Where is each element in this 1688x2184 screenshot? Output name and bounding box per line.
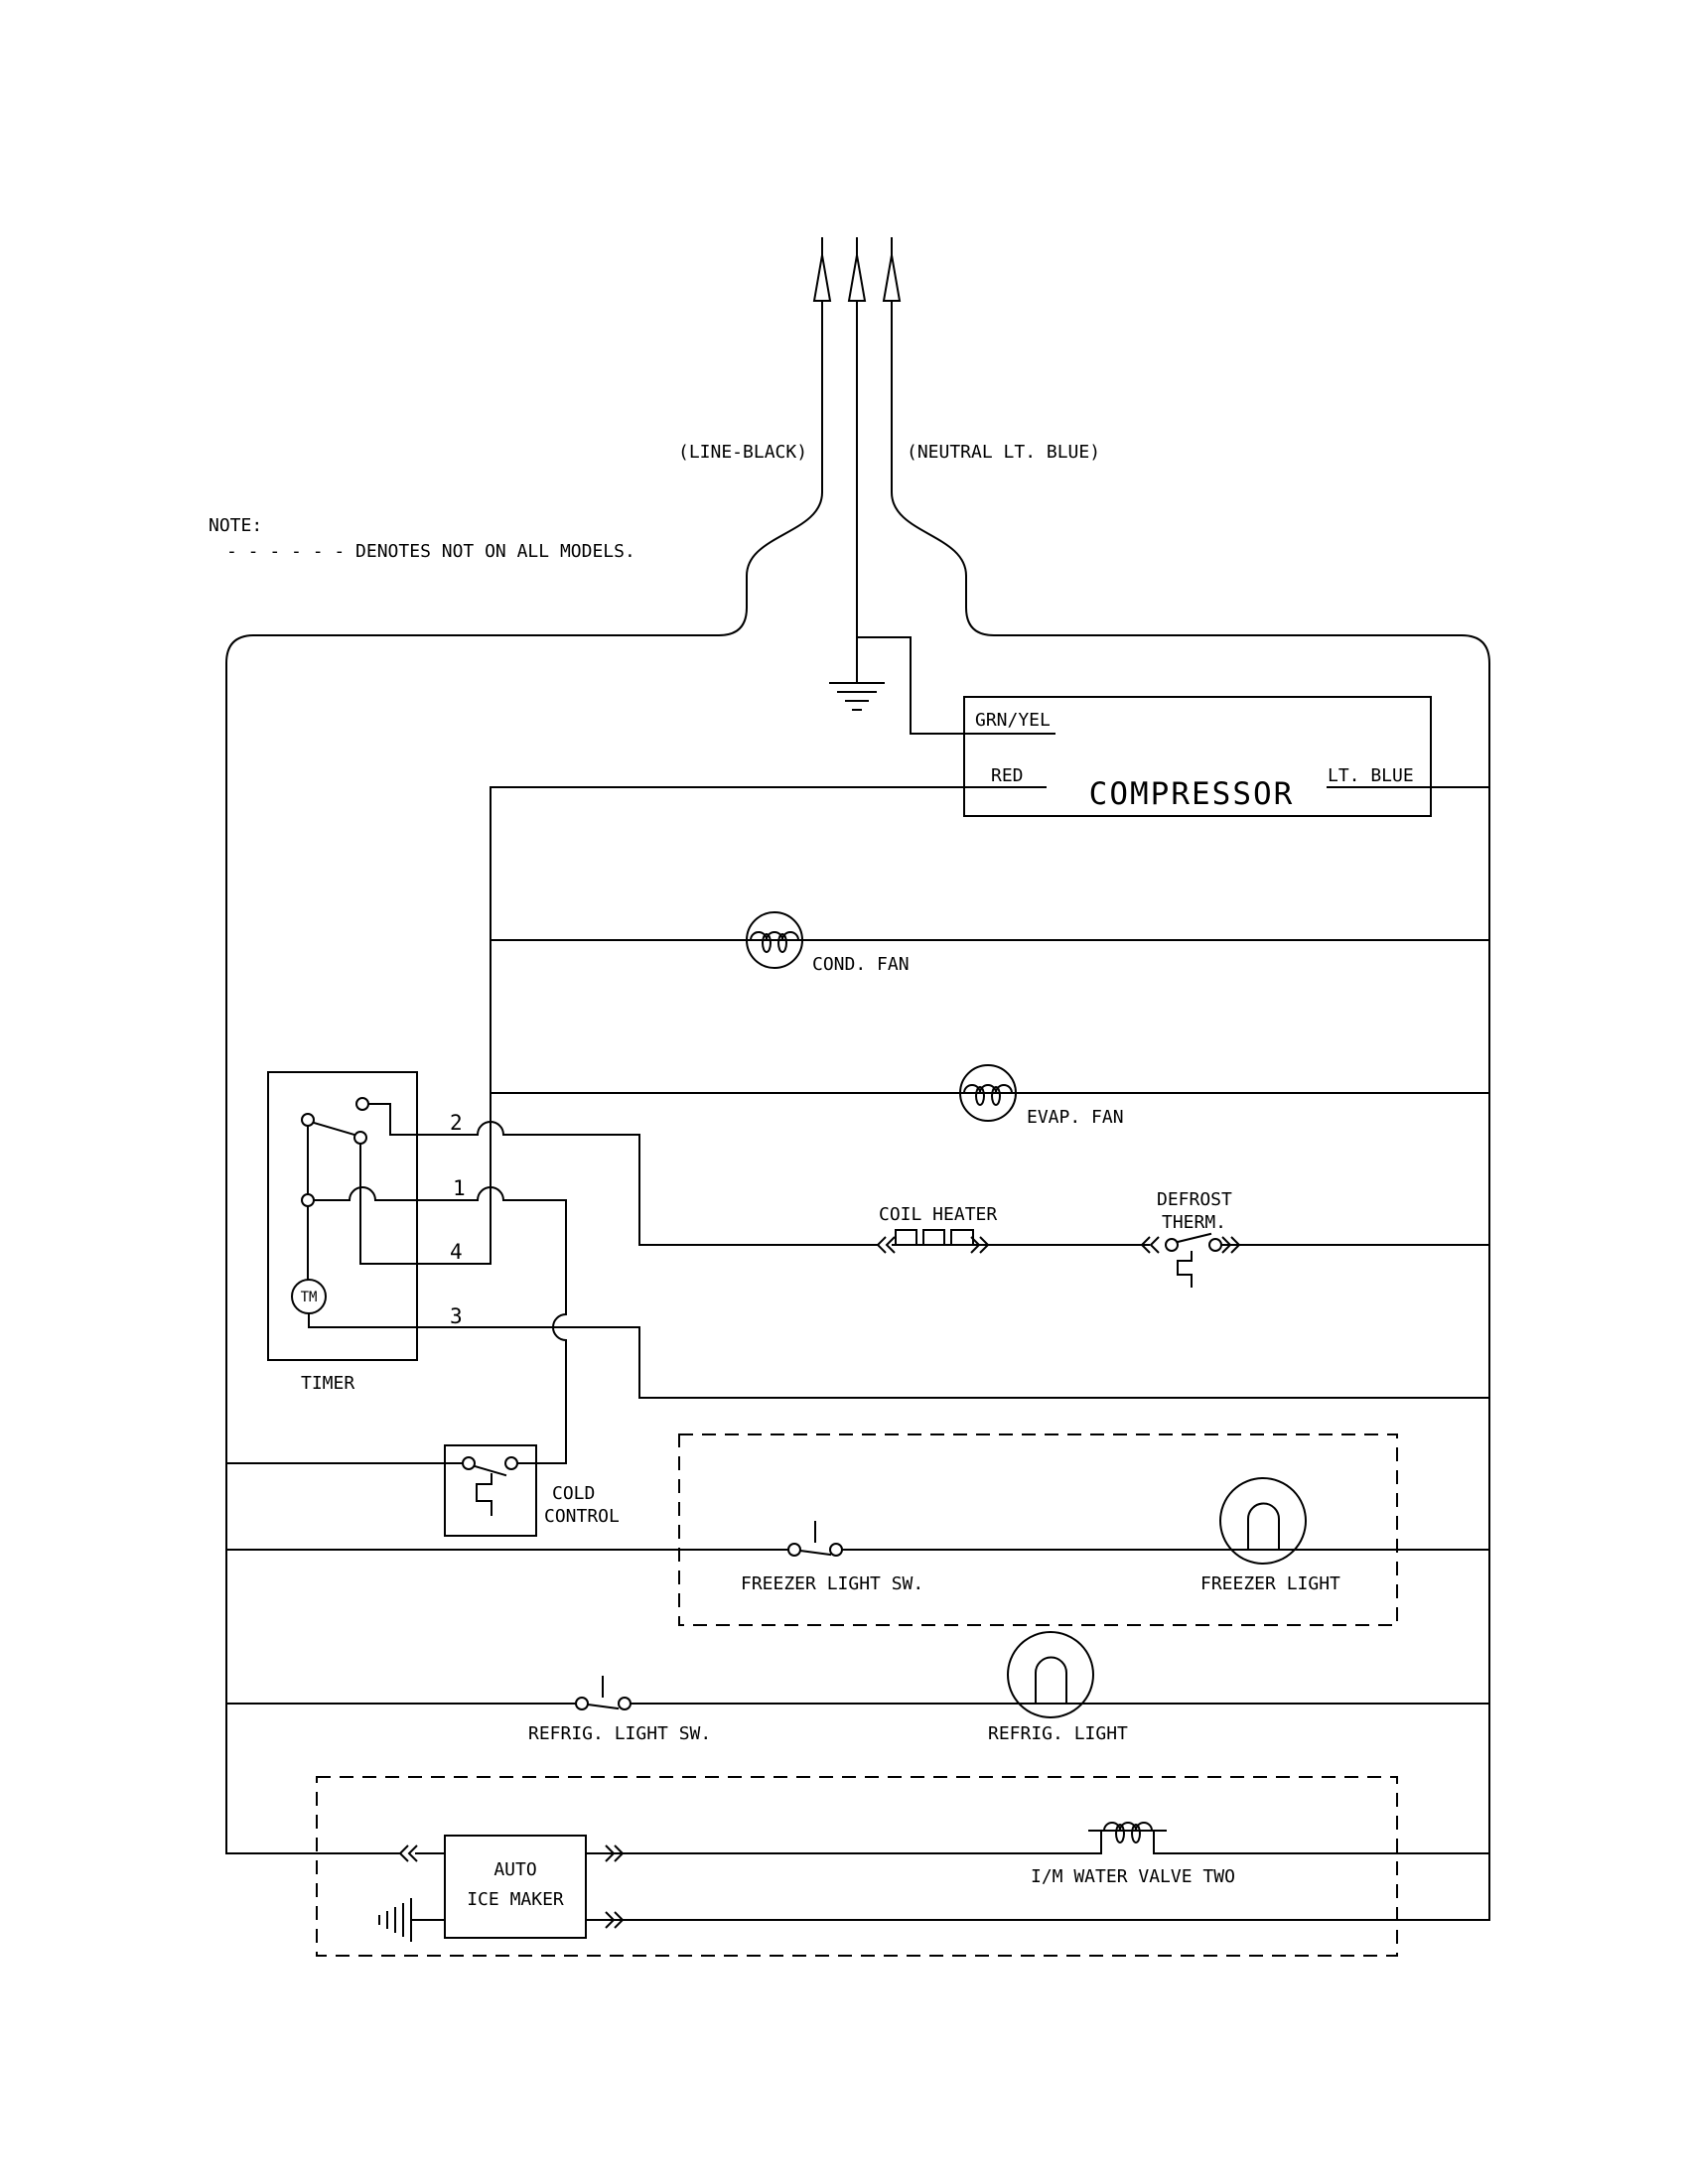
water-valve-label: I/M WATER VALVE TWO bbox=[1031, 1866, 1235, 1887]
coil-heater-rung-wire bbox=[639, 1230, 1149, 1253]
defrost-therm-label-line2: THERM. bbox=[1162, 1212, 1227, 1233]
freezer-light-label: FREEZER LIGHT bbox=[1200, 1573, 1340, 1594]
compressor-grn-yel-label: GRN/YEL bbox=[975, 710, 1051, 731]
earth-ground-icon bbox=[829, 683, 885, 710]
compressor-lt-blue-label: LT. BLUE bbox=[1328, 765, 1414, 786]
compressor-label: COMPRESSOR bbox=[1088, 776, 1295, 812]
line-black-bus-wire bbox=[226, 301, 822, 1853]
icemaker-label-line2: ICE MAKER bbox=[467, 1889, 564, 1910]
water-valve-coil-icon bbox=[1088, 1823, 1167, 1843]
timer-terminal-3-label: 3 bbox=[450, 1304, 463, 1328]
power-plug-arrows-icon bbox=[814, 238, 900, 301]
neutral-lt-blue-label: (NEUTRAL LT. BLUE) bbox=[907, 442, 1101, 463]
line-black-label: (LINE-BLACK) bbox=[678, 442, 808, 463]
note-body: - - - - - - DENOTES NOT ON ALL MODELS. bbox=[226, 541, 635, 562]
freezer-light-bulb-icon bbox=[1220, 1478, 1306, 1564]
refrig-light-switch-label: REFRIG. LIGHT SW. bbox=[528, 1723, 712, 1744]
evap-fan-label: EVAP. FAN bbox=[1027, 1107, 1124, 1128]
timer-label: TIMER bbox=[301, 1373, 355, 1394]
freezer-light-rung-wire bbox=[226, 1522, 1489, 1556]
refrig-light-rung-wire bbox=[226, 1677, 1489, 1709]
cond-fan-label: COND. FAN bbox=[812, 954, 910, 975]
defrost-thermostat-icon bbox=[1142, 1234, 1489, 1288]
neutral-lt-blue-bus-wire bbox=[892, 301, 1489, 1920]
icemaker-box bbox=[379, 1831, 1489, 1942]
freezer-light-switch-label: FREEZER LIGHT SW. bbox=[741, 1573, 924, 1594]
cold-control-label-line1: COLD bbox=[552, 1483, 596, 1504]
timer-terminal-2-label: 2 bbox=[450, 1111, 463, 1135]
refrig-light-label: REFRIG. LIGHT bbox=[988, 1723, 1128, 1744]
compressor-red-label: RED bbox=[991, 765, 1024, 786]
refrig-light-bulb-icon bbox=[1008, 1632, 1093, 1717]
cold-control-box bbox=[226, 1445, 566, 1536]
cold-control-label-line2: CONTROL bbox=[544, 1506, 620, 1527]
defrost-therm-label-line1: DEFROST bbox=[1157, 1189, 1232, 1210]
coil-heater-label: COIL HEATER bbox=[879, 1204, 998, 1225]
freezer-light-dashed-box bbox=[679, 1434, 1397, 1625]
timer-terminal-1-label: 1 bbox=[453, 1176, 466, 1200]
timer-terminal-4-label: 4 bbox=[450, 1240, 463, 1264]
timer-motor-label: TM bbox=[300, 1290, 318, 1305]
ground-prong-wire bbox=[857, 301, 1055, 734]
icemaker-label-line1: AUTO bbox=[493, 1859, 537, 1880]
note-title: NOTE: bbox=[209, 515, 263, 536]
